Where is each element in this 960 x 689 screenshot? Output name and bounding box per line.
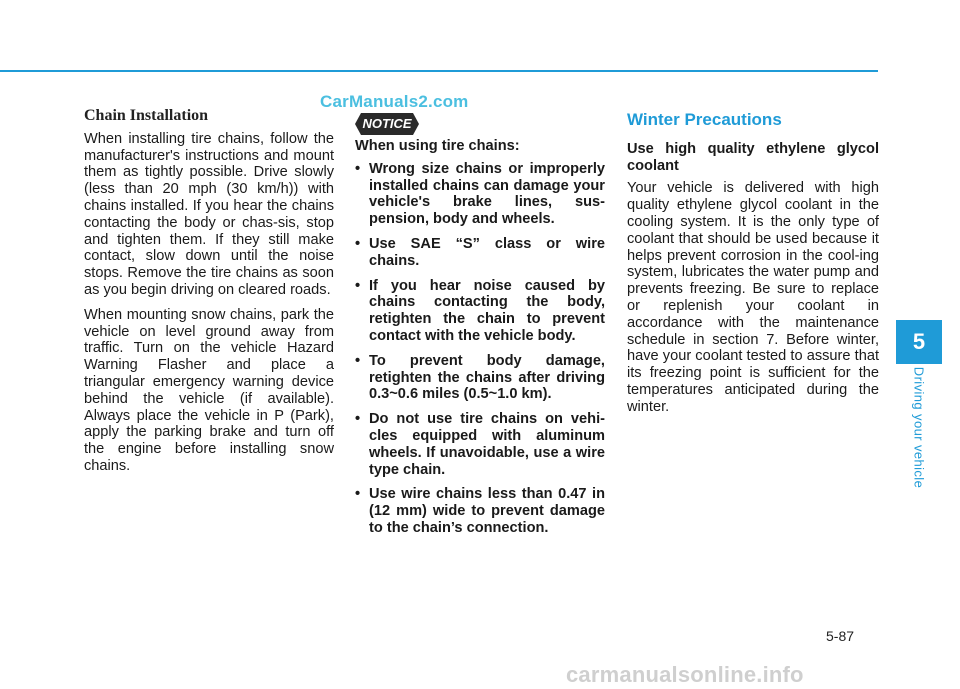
chain-installation-heading: Chain Installation xyxy=(84,107,209,124)
coolant-subheading: Use high quality ethylene glycol coolant xyxy=(627,140,879,174)
bullet-icon: • xyxy=(355,160,361,177)
watermark-bottom[interactable]: carmanualsonline.info xyxy=(566,662,804,687)
page-number: 5-87 xyxy=(826,628,855,644)
list-item: • Use SAE “S” class or wire chains. xyxy=(355,235,605,269)
tire-chains-list xyxy=(355,161,605,537)
list-item: • Do not use tire chains on vehi-cles equipped with aluminum wheels. If unavoidable, use a wire type chain. xyxy=(355,411,605,478)
bullet-icon: • xyxy=(355,486,361,503)
coolant-para: Your vehicle is delivered with high quality ethylene glycol coolant in the cooling system. It is the only type of coolant that should be used because it helps prevent corrosion in the cool-ing system, lubricates the water pump and prevents freezing. Be sure to replace or replenish your coolant in accordance with the maintenance schedule in section 7. Before winter, have your coolant tested to assure that its freezing point is sufficient for the temperatures anticipated during the winter. xyxy=(627,180,879,415)
bullet-icon: • xyxy=(355,277,361,294)
list-item: • Use wire chains less than 0.47 in (12 mm) wide to prevent damage to the chain’s connection. xyxy=(355,486,605,536)
watermark-top[interactable]: CarManuals2.com xyxy=(320,92,469,111)
chain-installation-para-1: When installing tire chains, follow the manufacturer's instructions and mount them as tightly possible. Drive slowly (less than 20 mph (30 km/h)) with chains installed. If you hear the chains contacting the body or chas-sis, stop and tighten them. If they still make contact, slow down until the noise stops. Remove the tire chains as soon as you begin driving on cleared roads. xyxy=(84,130,334,298)
tire-chains-intro: When using tire chains: xyxy=(355,138,520,154)
list-item: • Wrong size chains or improperly installed chains can damage your vehicle's brake lines, sus-pension, body and wheels. xyxy=(355,160,605,228)
right-column xyxy=(627,108,879,424)
list-item: • To prevent body damage, retighten the chains after driving 0.3~0.6 miles (0.5~1.0 km). xyxy=(355,352,605,403)
bullet-icon: • xyxy=(355,352,361,369)
header-rule xyxy=(0,70,878,72)
chain-installation-para-2: When mounting snow chains, park the vehicle on level ground away from traffic. Turn on the vehicle Hazard Warning Flasher and place a triangular emergency warning device behind the vehicle (if available). Always place the vehicle in P (Park), apply the parking brake and turn off the engine before installing snow chains. xyxy=(84,306,334,474)
list-item: • If you hear noise caused by chains contacting the body, retighten the chain to prevent contact with the vehicle body. xyxy=(355,277,605,344)
chapter-number-tab: 5 xyxy=(896,320,942,364)
chapter-title: Driving your vehicle xyxy=(911,366,927,489)
bullet-icon: • xyxy=(355,235,361,252)
middle-column xyxy=(355,108,605,545)
winter-precautions-heading: Winter Precautions xyxy=(627,110,782,129)
notice-label: NOTICE xyxy=(362,116,412,131)
bullet-icon: • xyxy=(355,411,361,428)
left-column xyxy=(84,108,334,483)
